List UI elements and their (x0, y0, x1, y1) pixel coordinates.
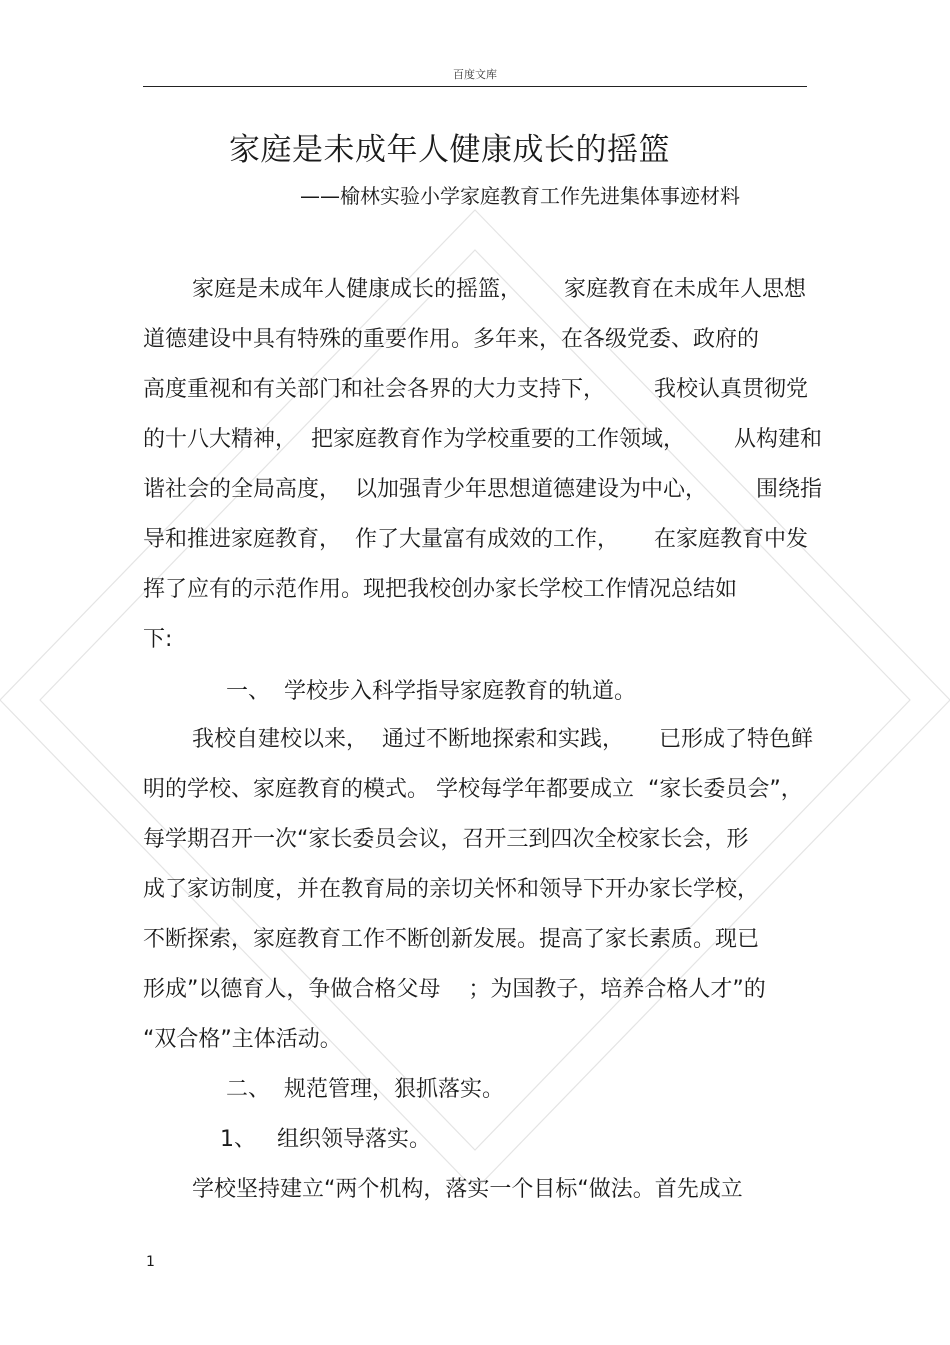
body-line: 形成”以德育人，争做合格父母 ；为国教子，培养合格人才”的 (143, 977, 766, 1002)
section-heading: 一、 学校步入科学指导家庭教育的轨道。 (226, 679, 636, 704)
body-line: 每学期召开一次“家长委员会议，召开三到四次全校家长会，形 (143, 827, 749, 852)
header-label: 百度文库 (453, 68, 497, 81)
body-line: 明的学校、家庭教育的模式。 学校每学年都要成立 “家长委员会”， (143, 777, 803, 802)
body-line: 的十八大精神， 把家庭教育作为学校重要的工作领域， 从构建和 (143, 427, 822, 452)
body-line: 高度重视和有关部门和社会各界的大力支持下， 我校认真贯彻党 (143, 377, 808, 402)
body-line: “双合格”主体活动。 (143, 1027, 342, 1052)
body-line: 导和推进家庭教育， 作了大量富有成效的工作， 在家庭教育中发 (143, 527, 808, 552)
subsection-heading: 1、 组织领导落实。 (220, 1127, 431, 1152)
document-title: 家庭是未成年人健康成长的摇篮 (229, 132, 670, 168)
section-heading: 二、 规范管理，狠抓落实。 (226, 1077, 504, 1102)
document-subtitle: ——榆林实验小学家庭教育工作先进集体事迹材料 (300, 184, 740, 208)
header-divider (143, 86, 807, 87)
body-line: 成了家访制度，并在教育局的亲切关怀和领导下开办家长学校， (143, 877, 760, 902)
body-line: 谐社会的全局高度， 以加强青少年思想道德建设为中心， 围绕指 (143, 477, 822, 502)
page-number: 1 (146, 1254, 155, 1270)
body-line: 挥了应有的示范作用。现把我校创办家长学校工作情况总结如 (143, 577, 738, 602)
body-line: 下: (143, 627, 173, 652)
body-line: 我校自建校以来， 通过不断地探索和实践， 已形成了特色鲜 (192, 727, 813, 752)
body-line: 不断探索，家庭教育工作不断创新发展。提高了家长素质。现已 (143, 927, 760, 952)
body-line: 道德建设中具有特殊的重要作用。多年来，在各级党委、政府的 (143, 327, 760, 352)
body-line: 学校坚持建立“两个机构，落实一个目标“做法。首先成立 (192, 1177, 743, 1202)
body-line: 家庭是未成年人健康成长的摇篮， 家庭教育在未成年人思想 (192, 277, 806, 302)
